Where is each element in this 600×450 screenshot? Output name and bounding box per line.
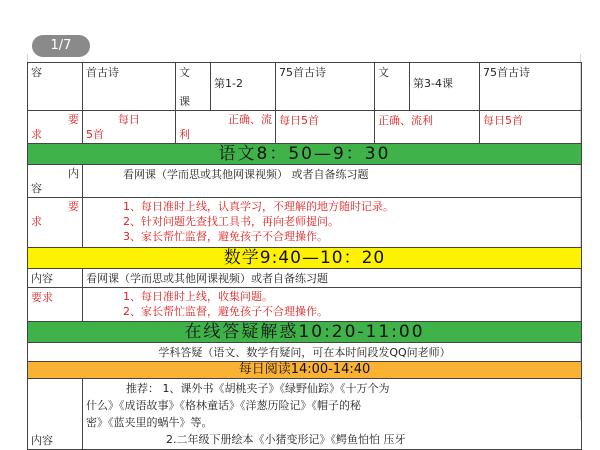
reading-line-4: 2.二年级下册绘本《小猪变形记》《鳄鱼怕怕 压牙 — [166, 433, 406, 446]
reading-line-1: 推荐： 1、课外书《胡桃夹子》《绿野仙踪》《十万个为 — [126, 382, 390, 395]
chinese-content-label — [28, 165, 83, 198]
math-content-row — [28, 269, 582, 288]
qa-band-row — [28, 322, 582, 343]
top-requirement-row — [28, 111, 582, 144]
chinese-content-row — [28, 165, 582, 198]
top-cell-7: 75首古诗 — [480, 63, 582, 111]
top-cell-2 — [176, 63, 211, 111]
math-session-title: 数学9:40—10：20 — [28, 248, 582, 269]
reading-content-row — [28, 379, 582, 450]
math-requirement-2: 2、家长帮忙监督，避免孩子不合理操作。 — [123, 305, 328, 318]
top-req-label-2: 求 — [31, 128, 42, 141]
top-req-cell-1a: 每日 — [118, 113, 140, 126]
reading-content-label: 内容 — [28, 379, 83, 450]
math-requirements — [83, 288, 582, 322]
top-req-cell-1 — [83, 111, 176, 144]
top-req-cell-1b: 5首 — [86, 128, 104, 141]
top-req-label — [28, 111, 83, 144]
reading-band-row — [28, 362, 582, 379]
chinese-req-label-1: 要 — [68, 200, 79, 213]
chinese-requirement-1: 1、每日准时上线，认真学习，不理解的地方随时记录。 — [123, 200, 394, 213]
qa-text: 学科答疑（语文、数学有疑问，可在本时间段发QQ问老师） — [28, 343, 582, 362]
chinese-req-label — [28, 198, 83, 248]
chinese-requirement-2: 2、针对问题先查找工具书，再向老师提问。 — [123, 215, 339, 228]
top-cell-3: 第1-2 — [211, 63, 276, 111]
math-content: 看网课（学而思或其他网课视频）或者自备练习题 — [83, 269, 582, 288]
chinese-requirement-3: 3、家长帮忙监督，避免孩子不合理操作。 — [123, 230, 328, 243]
top-cell-5: 文 — [375, 63, 410, 111]
reading-content — [83, 379, 582, 450]
chinese-content: 看网课（学而思或其他网课视频） 或者自备练习题 — [83, 165, 582, 198]
top-content-label: 容 — [28, 63, 83, 111]
top-cell-4: 75首古诗 — [276, 63, 375, 111]
top-cell-2-text: 文 — [179, 66, 190, 79]
reading-line-3: 密》《蓝夹里的蜗牛》等。 — [86, 416, 213, 429]
chinese-session-title: 语文8：50—9：30 — [28, 144, 582, 165]
chinese-content-label-1: 内 — [68, 167, 79, 180]
top-cell-2-ke: 课 — [179, 95, 190, 108]
math-requirement-1: 1、每日准时上线，收集问题。 — [123, 290, 273, 303]
math-band-row — [28, 248, 582, 269]
top-req-label-1: 要 — [68, 113, 79, 126]
qa-session-title: 在线答疑解惑10:20-11:00 — [28, 322, 582, 343]
math-requirement-row — [28, 288, 582, 322]
top-cell-1: 首古诗 — [83, 63, 176, 111]
chinese-content-label-2: 容 — [31, 182, 42, 195]
chinese-band-row — [28, 144, 582, 165]
chinese-requirement-row — [28, 198, 582, 248]
top-content-row — [28, 63, 582, 111]
math-content-label: 内容 — [28, 269, 83, 288]
reading-session-title: 每日阅读14:00-14:40 — [28, 362, 582, 379]
math-req-label: 要求 — [28, 288, 83, 322]
top-req-cell-5: 每日5首 — [480, 111, 582, 144]
schedule-table — [27, 62, 582, 450]
top-req-cell-3: 每日5首 — [276, 111, 375, 144]
page-indicator: 1/7 — [32, 35, 90, 57]
chinese-requirements — [83, 198, 582, 248]
top-cell-6: 第3-4课 — [410, 63, 480, 111]
top-req-cell-4: 正确、流利 — [375, 111, 480, 144]
chinese-req-label-2: 求 — [31, 215, 42, 228]
top-req-cell-2b: 利 — [179, 128, 190, 141]
top-req-cell-2a: 正确、流 — [228, 113, 272, 126]
reading-line-2: 什么》《成语故事》《格林童话》《洋葱历险记》《帽子的秘 — [86, 399, 361, 412]
qa-text-row — [28, 343, 582, 362]
top-req-cell-2 — [176, 111, 276, 144]
